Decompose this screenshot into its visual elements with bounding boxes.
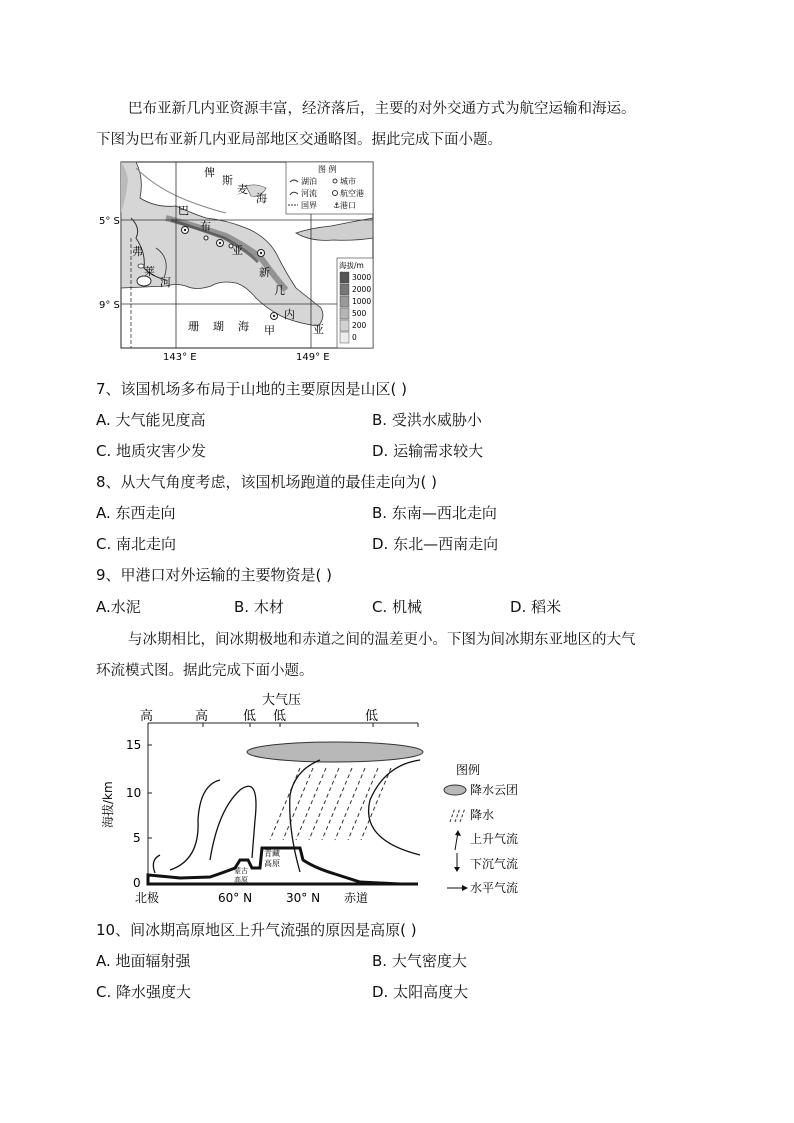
lat-label-5s: 5° S bbox=[99, 216, 120, 227]
elev-swatch bbox=[340, 272, 349, 283]
q9-option-c[interactable]: C. 机械 bbox=[372, 598, 423, 616]
q10-option-d[interactable]: D. 太阳高度大 bbox=[372, 983, 469, 1001]
elev-swatch bbox=[340, 284, 349, 295]
elev-swatch bbox=[340, 308, 349, 319]
label-png-2: 布 bbox=[200, 220, 211, 233]
q8-option-d[interactable]: D. 东北—西南走向 bbox=[372, 535, 499, 553]
ytick-0: 0 bbox=[133, 876, 141, 890]
pressure-label-1: 高 bbox=[140, 709, 154, 724]
legend-updraft: 上升气流 bbox=[470, 832, 519, 846]
pressure-label-2: 高 bbox=[195, 709, 209, 724]
elev-level-label: 0 bbox=[352, 333, 357, 342]
passage1-line2: 下图为巴布亚新几内亚局部地区交通略图。据此完成下面小题。 bbox=[96, 132, 502, 148]
q10-stem: 10、间冰期高原地区上升气流强的原因是高原( ) bbox=[96, 921, 417, 939]
papua-map bbox=[96, 158, 386, 363]
svg-text:⚓: ⚓ bbox=[333, 201, 341, 210]
map-legend-title: 图 例 bbox=[318, 165, 337, 174]
q7-option-a[interactable]: A. 大气能见度高 bbox=[96, 411, 206, 429]
q7-stem: 7、该国机场多布局于山地的主要原因是山区( ) bbox=[96, 380, 408, 398]
q10-option-a[interactable]: A. 地面辐射强 bbox=[96, 952, 191, 970]
q7-option-d[interactable]: D. 运输需求较大 bbox=[372, 442, 484, 460]
q8-option-b[interactable]: B. 东南—西北走向 bbox=[372, 504, 497, 522]
q9-option-d[interactable]: D. 稻米 bbox=[510, 598, 562, 616]
passage1-line1: 巴布亚新几内亚资源丰富，经济落后，主要的对外交通方式为航空运输和海运。 bbox=[128, 101, 636, 117]
circulation-diagram bbox=[100, 690, 540, 905]
label-port-jia: 甲 bbox=[264, 324, 275, 337]
elev-swatch bbox=[340, 332, 349, 343]
label-bismarck-4: 海 bbox=[256, 192, 267, 205]
q10-option-c[interactable]: C. 降水强度大 bbox=[96, 983, 192, 1001]
ytick-15: 15 bbox=[126, 738, 142, 752]
elev-legend-title: 海拔/m bbox=[339, 261, 364, 270]
q10-option-b[interactable]: B. 大气密度大 bbox=[372, 952, 467, 970]
legend-downdraft: 下沉气流 bbox=[470, 857, 519, 871]
mongolia-label-2: 高原 bbox=[234, 876, 248, 884]
label-coral-2: 瑚 bbox=[213, 320, 224, 333]
label-png-6: 内 bbox=[284, 308, 295, 321]
q8-option-c[interactable]: C. 南北走向 bbox=[96, 535, 177, 553]
q7-option-b[interactable]: B. 受洪水威胁小 bbox=[372, 411, 482, 429]
map-legend-city: 城市 bbox=[340, 177, 356, 186]
lon-label-149e: 149° E bbox=[296, 352, 330, 363]
mongolia-label-1: 蒙古 bbox=[234, 867, 248, 875]
legend-cloud: 降水云团 bbox=[470, 783, 519, 797]
label-bismarck-3: 麦 bbox=[237, 183, 248, 196]
lon-label-143e: 143° E bbox=[163, 352, 197, 363]
label-png-1: 巴 bbox=[178, 204, 189, 217]
map-legend-lake: 湖泊 bbox=[301, 177, 317, 186]
q7-option-c[interactable]: C. 地质灾害少发 bbox=[96, 442, 207, 460]
elev-level-label: 500 bbox=[352, 309, 367, 318]
label-png-4: 新 bbox=[259, 266, 270, 279]
q9-stem: 9、甲港口对外运输的主要物资是( ) bbox=[96, 566, 333, 584]
ytick-10: 10 bbox=[126, 786, 142, 800]
elev-level-label: 2000 bbox=[352, 285, 372, 294]
ytick-5: 5 bbox=[133, 831, 141, 845]
pressure-label-5: 低 bbox=[365, 709, 379, 724]
map-legend-border: 国界 bbox=[301, 201, 317, 210]
elev-swatch bbox=[340, 296, 349, 307]
map-legend-port: 港口 bbox=[340, 201, 356, 210]
q9-option-b[interactable]: B. 木材 bbox=[234, 598, 284, 616]
label-png-5: 几 bbox=[274, 284, 285, 297]
xlabel-30n: 30° N bbox=[286, 891, 321, 905]
pressure-label-4: 低 bbox=[273, 709, 287, 724]
passage2-line2: 环流模式图。据此完成下面小题。 bbox=[96, 663, 314, 679]
map-legend-river: 河流 bbox=[301, 189, 317, 198]
elev-swatch bbox=[340, 320, 349, 331]
elev-level-label: 3000 bbox=[352, 273, 372, 282]
legend-title: 图例 bbox=[456, 763, 481, 777]
xlabel-60n: 60° N bbox=[218, 891, 253, 905]
map-legend-airport: 航空港 bbox=[340, 189, 364, 198]
tibet-label-2: 高原 bbox=[264, 859, 280, 868]
xlabel-equator: 赤道 bbox=[344, 891, 369, 905]
tibet-label-1: 青藏 bbox=[264, 849, 280, 858]
q8-stem: 8、从大气角度考虑，该国机场跑道的最佳走向为( ) bbox=[96, 473, 438, 491]
q8-option-a[interactable]: A. 东西走向 bbox=[96, 504, 176, 522]
label-png-7: 亚 bbox=[313, 323, 324, 336]
label-coral-1: 珊 bbox=[188, 320, 199, 333]
label-fly-1: 弗 bbox=[132, 245, 143, 258]
legend-rain: 降水 bbox=[470, 808, 495, 822]
elev-level-label: 1000 bbox=[352, 297, 372, 306]
label-fly-3: 河 bbox=[160, 276, 171, 289]
pressure-title: 大气压 bbox=[262, 693, 302, 708]
pressure-label-3: 低 bbox=[243, 709, 257, 724]
xlabel-north-pole: 北极 bbox=[135, 891, 160, 905]
label-fly-2: 莱 bbox=[144, 265, 155, 278]
label-coral-3: 海 bbox=[238, 320, 249, 333]
legend-horizontal: 水平气流 bbox=[470, 881, 519, 895]
q9-option-a[interactable]: A.水泥 bbox=[96, 598, 141, 616]
elev-level-label: 200 bbox=[352, 321, 367, 330]
label-bismarck-2: 斯 bbox=[222, 174, 233, 187]
label-bismarck-1: 俾 bbox=[204, 166, 215, 179]
y-axis-label: 海拔/km bbox=[101, 781, 115, 828]
passage2-line1: 与冰期相比，间冰期极地和赤道之间的温差更小。下图为间冰期东亚地区的大气 bbox=[128, 632, 636, 648]
label-png-3: 亚 bbox=[232, 244, 243, 257]
lat-label-9s: 9° S bbox=[99, 300, 120, 311]
